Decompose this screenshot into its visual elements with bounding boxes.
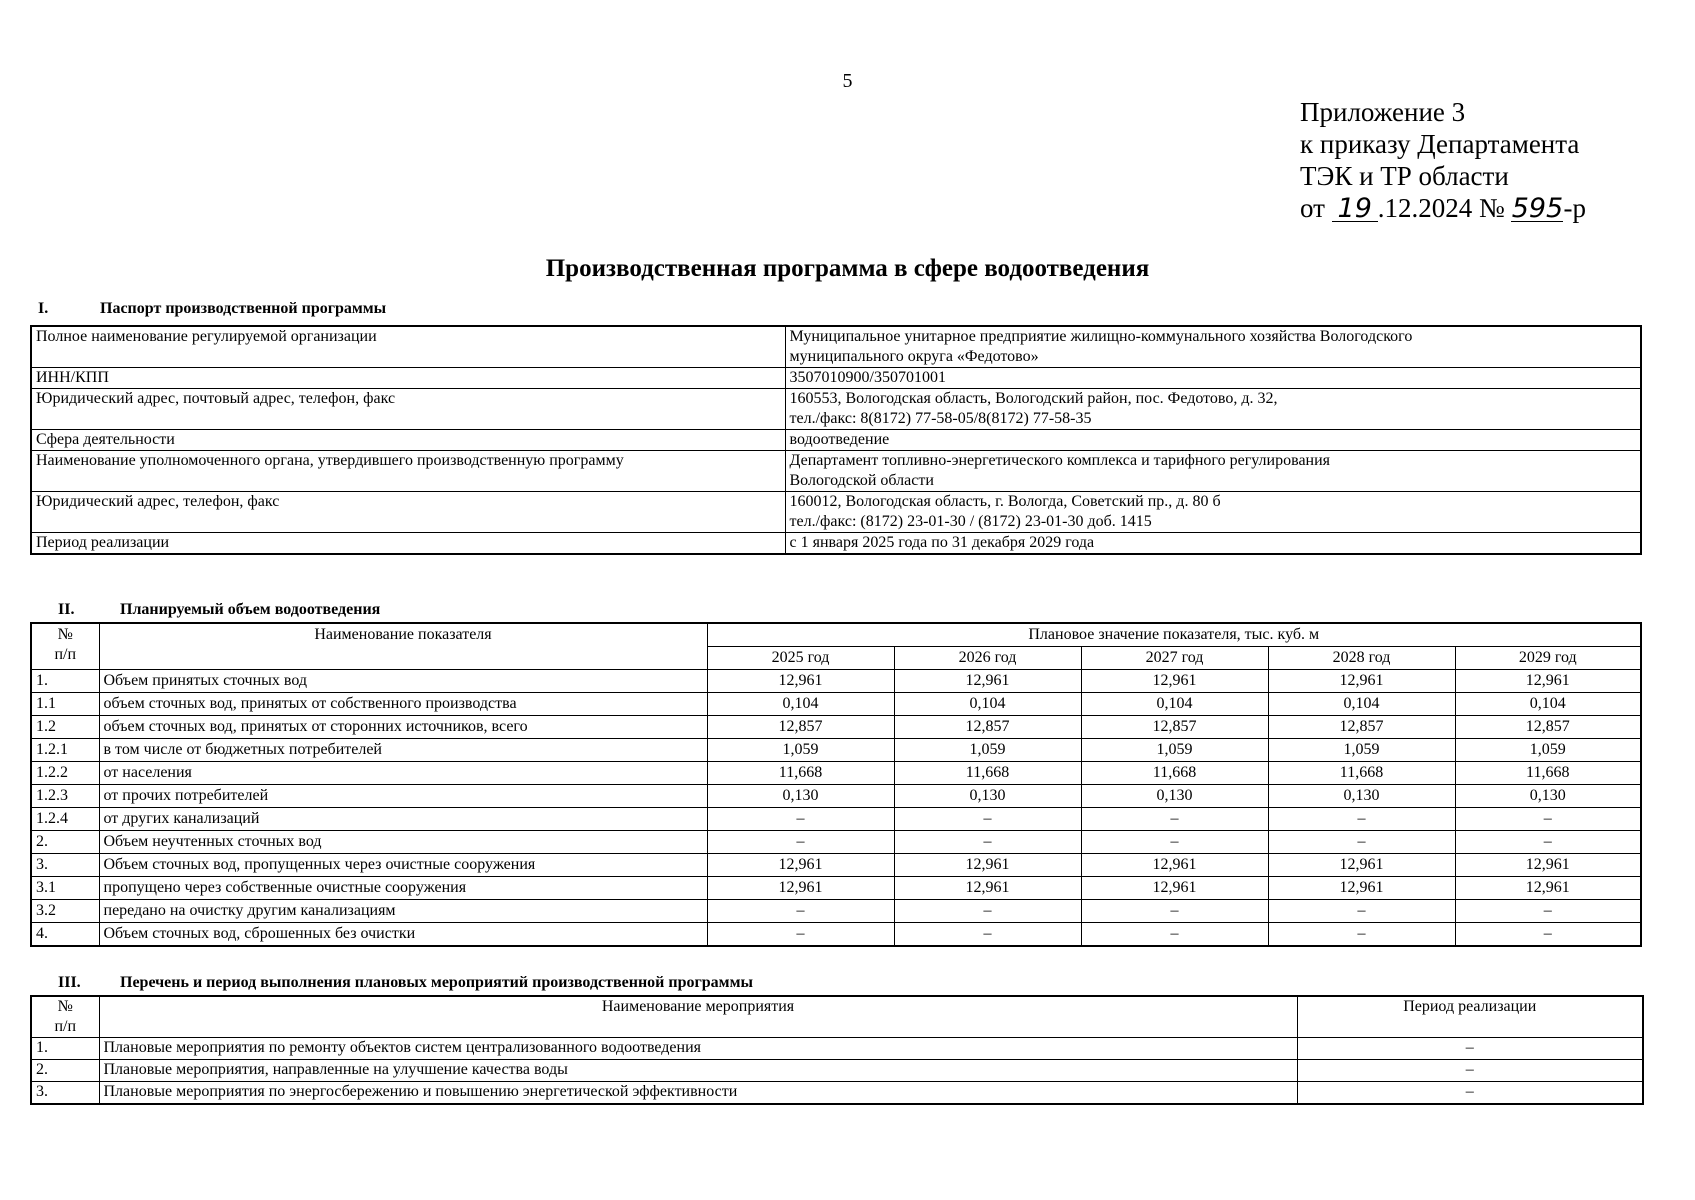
indicator-value: 0,130 [1455, 785, 1641, 808]
indicator-value: 11,668 [1268, 762, 1455, 785]
indicator-value: 0,104 [1455, 693, 1641, 716]
indicator-value: 12,961 [894, 877, 1081, 900]
table-row [31, 854, 1641, 877]
indicator-value: 0,130 [1081, 785, 1268, 808]
indicator-value: – [707, 900, 894, 923]
indicator-value: – [894, 923, 1081, 947]
row-number: 3. [31, 1082, 99, 1105]
row-number: 3. [31, 854, 99, 877]
indicator-value: – [1081, 808, 1268, 831]
section-3-heading [58, 974, 753, 992]
passport-value: водоотведение [785, 430, 1641, 451]
indicator-value: 12,857 [894, 716, 1081, 739]
appendix-date-line [1300, 192, 1586, 224]
table-row [31, 923, 1641, 947]
indicator-value: 12,857 [1268, 716, 1455, 739]
passport-label: Юридический адрес, телефон, факс [31, 492, 785, 533]
section-1-heading [38, 300, 386, 318]
indicator-value: – [1268, 923, 1455, 947]
row-number: 1.2.3 [31, 785, 99, 808]
page-number: 5 [842, 70, 853, 92]
col-num-header: № п/п [31, 996, 99, 1038]
indicator-value: – [1081, 831, 1268, 854]
indicator-value: 11,668 [1455, 762, 1641, 785]
section-2-title: Планируемый объем водоотведения [120, 601, 381, 618]
row-number: 2. [31, 831, 99, 854]
row-number: 3.2 [31, 900, 99, 923]
table-row [31, 326, 1641, 368]
col-name-header: Наименование мероприятия [99, 996, 1297, 1038]
row-number: 1.2.1 [31, 739, 99, 762]
passport-label: Сфера деятельности [31, 430, 785, 451]
indicator-name: Объем сточных вод, сброшенных без очистки [99, 923, 707, 947]
indicator-value: 12,961 [707, 670, 894, 693]
indicator-value: 12,961 [894, 670, 1081, 693]
indicator-value: 0,104 [894, 693, 1081, 716]
indicator-name: объем сточных вод, принятых от собственного производства [99, 693, 707, 716]
indicator-name: от населения [99, 762, 707, 785]
indicator-value: 12,961 [1455, 670, 1641, 693]
measure-period: – [1297, 1038, 1643, 1060]
indicator-value: 12,961 [1455, 877, 1641, 900]
indicator-name: Объем принятых сточных вод [99, 670, 707, 693]
indicator-value: – [707, 808, 894, 831]
appendix-number-handwritten: 595 [1511, 193, 1564, 224]
indicator-name: объем сточных вод, принятых от сторонних источников, всего [99, 716, 707, 739]
indicator-value: – [894, 831, 1081, 854]
indicator-value: – [1455, 808, 1641, 831]
table-header-row [31, 623, 1641, 647]
table-row [31, 739, 1641, 762]
table-row [31, 1060, 1643, 1082]
indicator-value: 1,059 [707, 739, 894, 762]
indicator-value: 0,130 [707, 785, 894, 808]
year-header: 2028 год [1268, 647, 1455, 670]
indicator-value: – [1455, 900, 1641, 923]
appendix-line-2: к приказу Департамента [1300, 129, 1580, 159]
table-row [31, 808, 1641, 831]
indicator-value: – [1081, 923, 1268, 947]
row-number: 1.2.2 [31, 762, 99, 785]
passport-value: 160553, Вологодская область, Вологодский район, пос. Федотово, д. 32, тел./факс: 8(8172) 77-58-05/8(8172) 77-58-35 [785, 389, 1641, 430]
measure-period: – [1297, 1060, 1643, 1082]
year-header: 2026 год [894, 647, 1081, 670]
indicator-value: 12,961 [1081, 877, 1268, 900]
col-period-header: Период реализации [1297, 996, 1643, 1038]
indicator-value: – [1455, 831, 1641, 854]
indicator-value: 12,961 [1268, 854, 1455, 877]
passport-value: 160012, Вологодская область, г. Вологда, Советский пр., д. 80 б тел./факс: (8172) 23-01-30 / (8172) 23-01-30 доб. 1415 [785, 492, 1641, 533]
appendix-date-rest: .12.2024 № [1377, 193, 1505, 223]
measure-name: Плановые мероприятия по энергосбережению и повышению энергетической эффективности [99, 1082, 1297, 1105]
indicator-name: Объем сточных вод, пропущенных через очистные сооружения [99, 854, 707, 877]
table-row [31, 451, 1641, 492]
appendix-from-prefix: от [1300, 193, 1325, 223]
table-row [31, 877, 1641, 900]
section-3-title: Перечень и период выполнения плановых мероприятий производственной программы [120, 974, 753, 991]
indicator-value: 12,857 [1455, 716, 1641, 739]
measures-table [30, 995, 1644, 1105]
indicator-value: – [894, 900, 1081, 923]
indicator-value: – [894, 808, 1081, 831]
row-number: 4. [31, 923, 99, 947]
indicator-value: 0,104 [1268, 693, 1455, 716]
passport-value: Муниципальное унитарное предприятие жилищно-коммунального хозяйства Вологодского муниципального округа «Федотово» [785, 326, 1641, 368]
indicator-value: – [1455, 923, 1641, 947]
indicator-value: 12,961 [707, 877, 894, 900]
indicator-value: 0,104 [1081, 693, 1268, 716]
year-header: 2029 год [1455, 647, 1641, 670]
indicator-value: 1,059 [1081, 739, 1268, 762]
row-number: 2. [31, 1060, 99, 1082]
passport-label: Период реализации [31, 533, 785, 555]
appendix-day-handwritten: 19 [1332, 197, 1378, 222]
section-1-title: Паспорт производственной программы [100, 300, 387, 317]
passport-label: ИНН/КПП [31, 368, 785, 389]
indicator-value: 12,961 [707, 854, 894, 877]
indicator-name: передано на очистку другим канализациям [99, 900, 707, 923]
document-title: Производственная программа в сфере водоотведения [545, 255, 1150, 282]
indicator-value: 11,668 [894, 762, 1081, 785]
col-num-header: № п/п [31, 623, 99, 670]
passport-label: Полное наименование регулируемой организации [31, 326, 785, 368]
indicator-value: 0,130 [894, 785, 1081, 808]
table-row [31, 831, 1641, 854]
measure-name: Плановые мероприятия, направленные на улучшение качества воды [99, 1060, 1297, 1082]
table-row [31, 389, 1641, 430]
table-row [31, 533, 1641, 555]
indicator-value: 12,857 [707, 716, 894, 739]
indicator-value: 1,059 [1268, 739, 1455, 762]
indicator-value: 12,961 [1081, 854, 1268, 877]
appendix-line-3: ТЭК и ТР области [1300, 161, 1509, 191]
table-row [31, 670, 1641, 693]
indicator-value: 0,104 [707, 693, 894, 716]
indicator-value: – [1268, 831, 1455, 854]
indicator-value: 11,668 [1081, 762, 1268, 785]
indicator-name: от прочих потребителей [99, 785, 707, 808]
indicator-value: 11,668 [707, 762, 894, 785]
row-number: 1. [31, 670, 99, 693]
indicator-value: – [707, 831, 894, 854]
indicator-value: 12,961 [1081, 670, 1268, 693]
table-row [31, 1082, 1643, 1105]
indicator-name: пропущено через собственные очистные сооружения [99, 877, 707, 900]
year-header: 2025 год [707, 647, 894, 670]
col-group-header: Плановое значение показателя, тыс. куб. м [707, 623, 1641, 647]
table-row [31, 368, 1641, 389]
indicator-value: 12,961 [1268, 670, 1455, 693]
table-row [31, 785, 1641, 808]
indicator-value: 12,961 [1455, 854, 1641, 877]
year-header: 2027 год [1081, 647, 1268, 670]
indicator-value: 1,059 [1455, 739, 1641, 762]
passport-value: Департамент топливно-энергетического комплекса и тарифного регулирования Вологодской области [785, 451, 1641, 492]
row-number: 3.1 [31, 877, 99, 900]
passport-label: Юридический адрес, почтовый адрес, телефон, факс [31, 389, 785, 430]
indicator-value: 0,130 [1268, 785, 1455, 808]
section-3-number: III. [58, 974, 81, 991]
appendix-line-1: Приложение 3 [1300, 97, 1466, 127]
table-header-row [31, 996, 1643, 1038]
table-row [31, 900, 1641, 923]
section-2-heading [58, 601, 380, 619]
indicator-value: – [1268, 808, 1455, 831]
passport-table [30, 325, 1642, 555]
indicator-value: – [1081, 900, 1268, 923]
indicator-name: Объем неучтенных сточных вод [99, 831, 707, 854]
indicator-value: 12,961 [1268, 877, 1455, 900]
indicator-name: в том числе от бюджетных потребителей [99, 739, 707, 762]
indicator-value: 12,961 [894, 854, 1081, 877]
table-row [31, 492, 1641, 533]
measure-name: Плановые мероприятия по ремонту объектов систем централизованного водоотведения [99, 1038, 1297, 1060]
indicator-name: от других канализаций [99, 808, 707, 831]
passport-value: с 1 января 2025 года по 31 декабря 2029 года [785, 533, 1641, 555]
row-number: 1.2 [31, 716, 99, 739]
indicator-value: – [1268, 900, 1455, 923]
passport-value: 3507010900/350701001 [785, 368, 1641, 389]
row-number: 1.2.4 [31, 808, 99, 831]
measure-period: – [1297, 1082, 1643, 1105]
table-row [31, 762, 1641, 785]
volume-table [30, 622, 1642, 947]
indicator-value: 12,857 [1081, 716, 1268, 739]
appendix-number-suffix: -р [1563, 193, 1586, 223]
table-row [31, 693, 1641, 716]
row-number: 1. [31, 1038, 99, 1060]
passport-label: Наименование уполномоченного органа, утвердившего производственную программу [31, 451, 785, 492]
table-row [31, 430, 1641, 451]
row-number: 1.1 [31, 693, 99, 716]
section-2-number: II. [58, 601, 75, 618]
indicator-value: – [707, 923, 894, 947]
appendix-block [1300, 96, 1586, 224]
section-1-number: I. [38, 300, 49, 317]
table-row [31, 716, 1641, 739]
col-name-header: Наименование показателя [99, 623, 707, 670]
table-row [31, 1038, 1643, 1060]
indicator-value: 1,059 [894, 739, 1081, 762]
